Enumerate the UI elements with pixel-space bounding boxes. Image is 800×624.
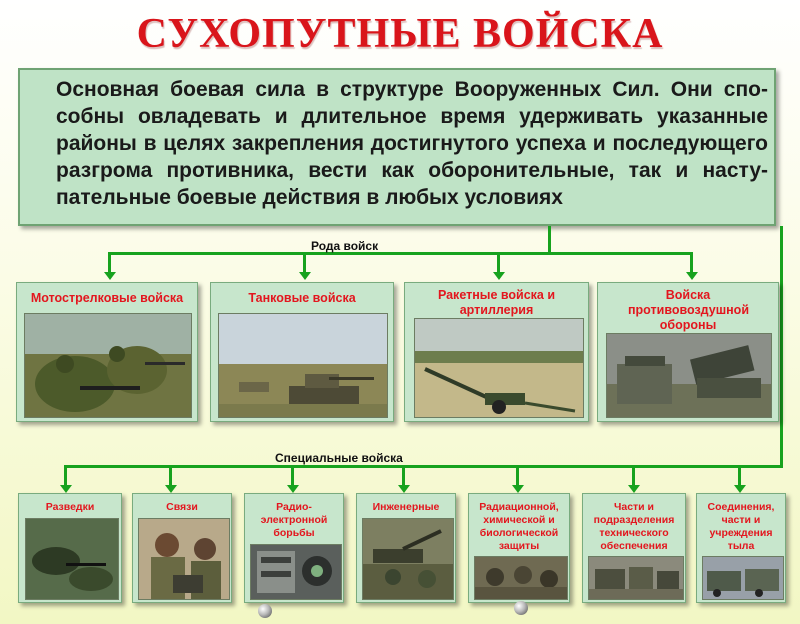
special-card-logistics[interactable]	[696, 493, 786, 603]
branch-card-artillery[interactable]	[404, 282, 589, 422]
special-label: Соединения, части и учреждения тыла	[707, 501, 775, 552]
engineers-photo	[362, 518, 454, 600]
special-label: Радиационной, химической и биологической защиты	[479, 501, 559, 552]
special-label: Части и подразделения технического обеспечения	[593, 501, 675, 552]
special-card-nbc-protection[interactable]	[468, 493, 570, 603]
branch-card-tank[interactable]	[210, 282, 394, 422]
special-label: Инженерные	[372, 501, 440, 513]
special-card-reconnaissance[interactable]	[18, 493, 122, 603]
artillery-photo	[414, 318, 584, 418]
special-card-signals[interactable]	[132, 493, 232, 603]
reconnaissance-photo	[25, 518, 119, 600]
tank-photo	[218, 313, 388, 418]
pin-dot	[514, 601, 528, 615]
intro-text: Основная боевая сила в структуре Вооруженных Сил. Они способны овладевать и длительное время удерживать указанные районы в целях закрепления достигнутого успеха и последующего разгрома противника, вести как оборонительные, так и наступательные боевые действия в любых условиях	[56, 78, 768, 209]
electronic-warfare-photo	[250, 544, 342, 600]
branch-label: Войска противовоздушной обороны	[628, 288, 750, 332]
special-label: Специальные войска	[275, 451, 403, 465]
branch-card-air-defense[interactable]	[597, 282, 779, 422]
branch-label: Мотострелковые войска	[30, 291, 184, 305]
signals-photo	[138, 518, 230, 600]
special-card-engineers[interactable]	[356, 493, 456, 603]
branch-card-motor-rifle[interactable]	[16, 282, 198, 422]
technical-support-photo	[588, 556, 684, 600]
logistics-photo	[702, 556, 784, 600]
nbc-protection-photo	[474, 556, 568, 600]
special-label: Радио-электронной борьбы	[260, 501, 328, 539]
pin-dot	[258, 604, 272, 618]
branches-label: Рода войск	[311, 239, 379, 253]
intro-box	[18, 68, 776, 226]
special-label: Связи	[166, 501, 198, 513]
branch-label: Ракетные войска и артиллерия	[437, 288, 556, 317]
branch-label: Танковые войска	[248, 291, 356, 305]
special-card-technical-support[interactable]	[582, 493, 686, 603]
special-card-electronic-warfare[interactable]	[244, 493, 344, 603]
special-label: Разведки	[45, 501, 95, 513]
air-defense-photo	[606, 333, 772, 418]
soldiers-photo	[24, 313, 192, 418]
page-title: СУХОПУТНЫЕ ВОЙСКА	[136, 11, 664, 57]
